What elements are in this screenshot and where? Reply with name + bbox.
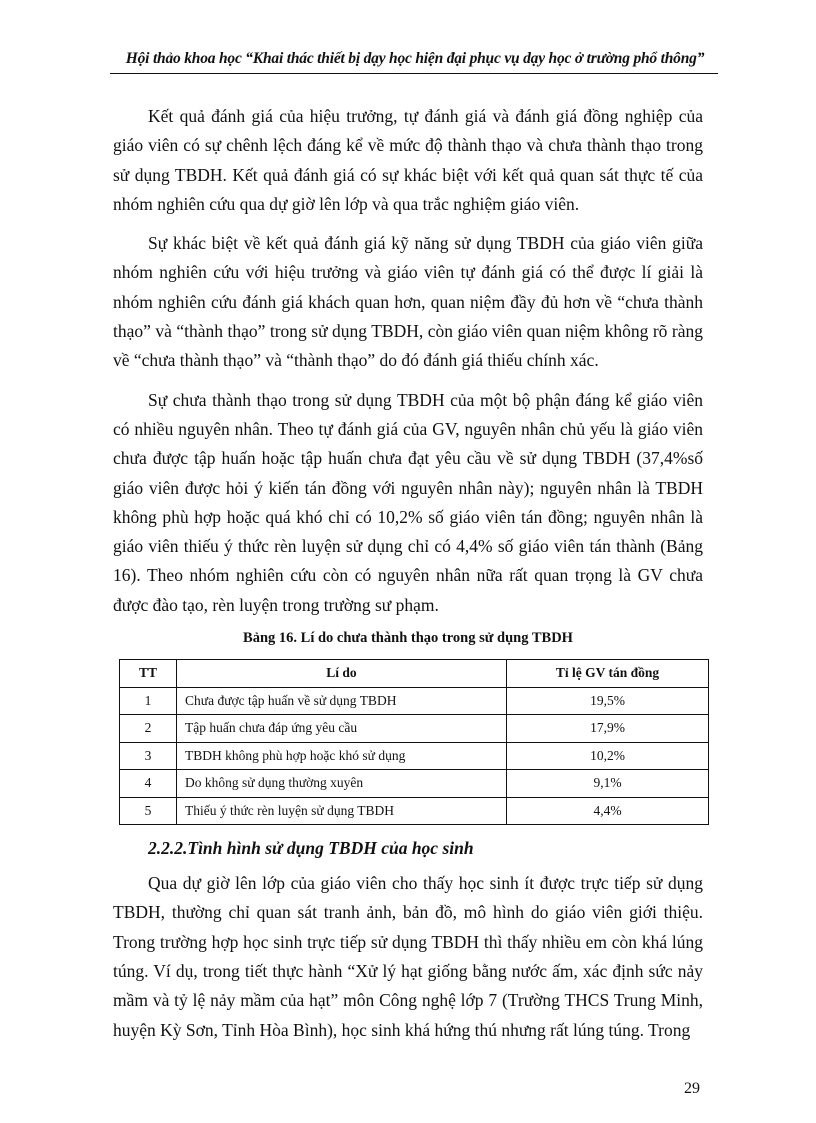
header-rule <box>110 73 718 74</box>
table-row <box>120 715 709 743</box>
table-row <box>120 742 709 770</box>
table-row <box>120 797 709 825</box>
paragraph: Sự khác biệt về kết quả đánh giá kỹ năng sử dụng TBDH của giáo viên giữa nhóm nghiên cứu với hiệu trưởng và giáo viên tự đánh giá có thể được lí giải là nhóm nghiên cứu đánh giá khách quan hơn, quan niệm đầy đủ hơn về “chưa thành thạo” và “thành thạo” trong sử dụng TBDH, còn giáo viên quan niệm không rõ ràng về “chưa thành thạo” và “thành thạo” do đó đánh giá thiếu chính xác. <box>113 233 703 371</box>
cell-reason: Chưa được tập huấn về sử dụng TBDH <box>177 687 507 715</box>
page-body <box>113 102 703 1055</box>
table-row <box>120 770 709 798</box>
cell-reason: Thiếu ý thức rèn luyện sử dụng TBDH <box>177 797 507 825</box>
cell-tt: 3 <box>120 742 177 770</box>
cell-percent: 10,2% <box>507 742 709 770</box>
cell-percent: 4,4% <box>507 797 709 825</box>
header-reason: Lí do <box>177 660 507 688</box>
paragraph: Qua dự giờ lên lớp của giáo viên cho thấy học sinh ít được trực tiếp sử dụng TBDH, thường chỉ quan sát tranh ảnh, bản đồ, mô hình do giáo viên giới thiệu. Trong trường hợp học sinh trực tiếp sử dụng TBDH thì thấy nhiều em còn khá lúng túng. Ví dụ, trong tiết thực hành “Xử lý hạt giống bằng nước ấm, xác định sức nảy mầm và tỷ lệ nảy mầm của hạt” môn Công nghệ lớp 7 (Trường THCS Trung Minh, huyện Kỳ Sơn, Tỉnh Hòa Bình), học sinh khá hứng thú nhưng rất lúng túng. Trong <box>113 873 703 1040</box>
table-row <box>120 687 709 715</box>
cell-percent: 9,1% <box>507 770 709 798</box>
cell-tt: 4 <box>120 770 177 798</box>
table-header-row <box>120 660 709 688</box>
cell-tt: 1 <box>120 687 177 715</box>
cell-reason: Tập huấn chưa đáp ứng yêu cầu <box>177 715 507 743</box>
table-caption: Bảng 16. Lí do chưa thành thạo trong sử dụng TBDH <box>243 630 573 647</box>
cell-percent: 17,9% <box>507 715 709 743</box>
section-heading: 2.2.2.Tình hình sử dụng TBDH của học sinh <box>148 838 474 859</box>
cell-percent: 19,5% <box>507 687 709 715</box>
cell-tt: 2 <box>120 715 177 743</box>
cell-tt: 5 <box>120 797 177 825</box>
cell-reason: TBDH không phù hợp hoặc khó sử dụng <box>177 742 507 770</box>
paragraph: Sự chưa thành thạo trong sử dụng TBDH của một bộ phận đáng kể giáo viên có nhiều nguyên nhân. Theo tự đánh giá của GV, nguyên nhân chủ yếu là giáo viên chưa được tập huấn hoặc tập huấn chưa đạt yêu cầu về sử dụng TBDH (37,4%số giáo viên được hỏi ý kiến tán đồng với nguyên nhân này); nguyên nhân là TBDH không phù hợp hoặc quá khó chỉ có 10,2% số giáo viên tán đồng; nguyên nhân là giáo viên thiếu ý thức rèn luyện sử dụng chỉ có 4,4% số giáo viên tán thành (Bảng 16). Theo nhóm nghiên cứu còn có nguyên nhân nữa rất quan trọng là GV chưa được đào tạo, rèn luyện trong trường sư phạm. <box>113 389 703 615</box>
reasons-table <box>119 659 709 825</box>
paragraph: Kết quả đánh giá của hiệu trưởng, tự đánh giá và đánh giá đồng nghiệp của giáo viên có sự chênh lệch đáng kể về mức độ thành thạo và chưa thành thạo trong sử dụng TBDH. Kết quả đánh giá có sự khác biệt với kết quả quan sát thực tế của nhóm nghiên cứu qua dự giờ lên lớp và qua trắc nghiệm giáo viên. <box>113 106 703 214</box>
page-number: 29 <box>684 1080 700 1097</box>
cell-reason: Do không sử dụng thường xuyên <box>177 770 507 798</box>
header-percent: Tỉ lệ GV tán đồng <box>507 660 709 688</box>
running-header: Hội thảo khoa học “Khai thác thiết bị dạy học hiện đại phục vụ dạy học ở trường phổ thông” <box>125 50 705 67</box>
header-tt: TT <box>120 660 177 688</box>
